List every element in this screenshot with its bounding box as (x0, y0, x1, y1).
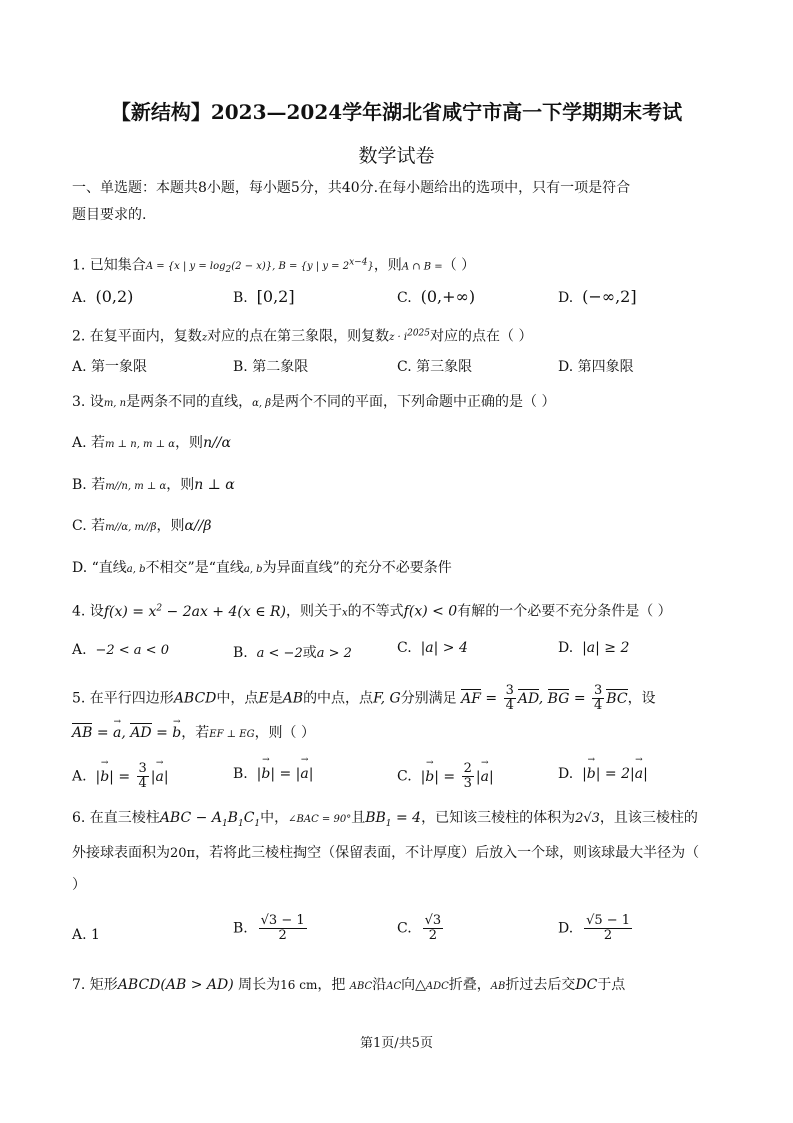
page-footer: 第1页/共5页 (360, 1036, 433, 1051)
section-heading-line2: 题目要求的. (72, 207, 147, 223)
q5-option-c[interactable]: C. |→ b| = $\frac{2}{3}$ |→ a| (397, 762, 494, 791)
q1-option-a[interactable]: A. (0,2) (72, 287, 134, 306)
q5-option-b[interactable]: B. |→ b| = |→ a| (233, 766, 313, 782)
q4-option-a[interactable]: A. −2 < a < 0 (72, 642, 169, 658)
q4-option-c[interactable]: C. |a| > 4 (397, 640, 468, 656)
question-6-line1: 6. 在直三棱柱ABC − $A_1B_1C_1$中，∠BAC = 90°且$BB_1 = 4$，已知该三棱柱的体积为2√3，且该三棱柱的 (72, 810, 698, 829)
set-definition: A = {x | $y = \log_2(2 - x)$}, B = {y | $y = 2^{x-4}$} (145, 258, 374, 276)
question-6-line3: ） (72, 877, 86, 893)
q5-option-d[interactable]: D. |→ b| = 2|→ a| (558, 766, 648, 782)
q6-option-d[interactable]: D. $\frac{√5 - 1}{2}$ (558, 913, 631, 943)
q5-option-a[interactable]: A. |→ b| = $\frac{3}{4}$ |→ a| (72, 762, 169, 791)
q2-option-a[interactable]: A. 第一象限 (72, 359, 148, 375)
question-7-line1: 7. 矩形ABCD(AB > AD) 周长为16 cm，把 ABC沿AC向△ADC折叠，AB折过去后交DC于点 (72, 977, 626, 993)
q2-option-b[interactable]: B. 第二象限 (233, 359, 309, 375)
q1-option-d[interactable]: D. (−∞,2] (558, 287, 637, 306)
q3-option-a[interactable]: A. 若m ⊥ n, m ⊥ α，则n//α (72, 435, 231, 451)
section-heading-line1: 一、单选题：本题共8小题，每小题5分，共40分.在每小题给出的选项中，只有一项是符合 (72, 180, 631, 196)
q6-option-a[interactable]: A. 1 (72, 927, 100, 943)
q1-option-b[interactable]: B. [0,2] (233, 287, 295, 306)
question-2: 2. 在复平面内，复数z对应的点在第三象限，则复数$z \cdot i^{2025}$对应的点在（ ） (72, 328, 533, 345)
question-1: 1. 已知集合A = {x | $y = \log_2(2 - x)$}, B = {y | $y = 2^{x-4}$}，则A ∩ B =（ ） (72, 257, 476, 276)
q4-option-d[interactable]: D. |a| ≥ 2 (558, 640, 630, 656)
q3-option-c[interactable]: C. 若m//α, m//β，则α//β (72, 518, 212, 534)
document-title: 【新结构】2023—2024学年湖北省咸宁市高一下学期期末考试 (110, 100, 683, 124)
q1-option-c[interactable]: C. (0,+∞) (397, 287, 476, 306)
q3-option-b[interactable]: B. 若m//n, m ⊥ α，则n ⊥ α (72, 477, 235, 493)
question-4: 4. 设$f(x) = x^2 - 2ax + 4(x$ ∈ R)，则关于x的不等式f(x) < 0有解的一个必要不充分条件是（ ） (72, 603, 672, 620)
q2-option-c[interactable]: C. 第三象限 (397, 359, 473, 375)
question-5-line2: AB = → a, AD = → b，若EF ⊥ EG，则（ ） (72, 723, 315, 745)
question-3: 3. 设m, n是两条不同的直线，α, β是两个不同的平面，下列命题中正确的是（ ） (72, 394, 556, 410)
q3-option-d[interactable]: D. “直线a, b不相交”是“直线a, b为异面直线”的充分不必要条件 (72, 560, 452, 576)
q4-option-b[interactable]: B. a < −2或a > 2 (233, 645, 352, 661)
q2-option-d[interactable]: D. 第四象限 (558, 359, 634, 375)
question-6-line2: 外接球表面积为20π，若将此三棱柱掏空（保留表面，不计厚度）后放入一个球，则该球最大半径为（ (72, 845, 700, 861)
q6-option-b[interactable]: B. $\frac{√3 - 1}{2}$ (233, 913, 305, 943)
question-5-line1: 5. 在平行四边形ABCD中，点E是AB的中点，点F, G分别满足 AF = $\frac{3}{4}$ AD, BG = $\frac{3}{4}$ BC，设 (72, 683, 656, 713)
document-subtitle: 数学试卷 (358, 145, 435, 167)
q6-option-c[interactable]: C. $\frac{√3}{2}$ (397, 913, 442, 943)
